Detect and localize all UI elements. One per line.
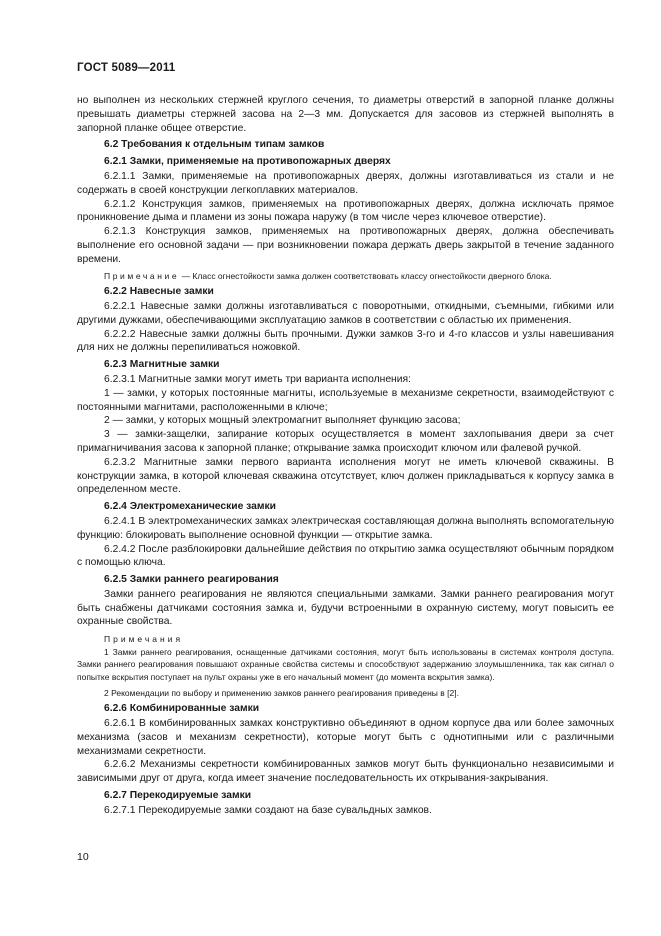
section-heading-6-2-3: 6.2.3 Магнитные замки <box>104 359 220 371</box>
list-item-variant-3: 3 — замки-защелки, запирание которых осуществляется в момент захлопывания двери за счет примагничивания засова к запорной планке; открывание замка происходит ключом или фалевой ручкой. <box>77 429 614 454</box>
paragraph-6-2-7-1: 6.2.7.1 Перекодируемые замки создают на базе сувальдных замков. <box>104 804 432 816</box>
paragraph-6-2-2-1: 6.2.2.1 Навесные замки должны изготавливаться с поворотными, откидными, съемными, гибкими или другими дужками, обеспечивающими эксплуатацию замков в соответствии с областью их применения. <box>77 300 614 326</box>
note-label: Примечание <box>104 270 180 281</box>
paragraph-6-2-1-1: 6.2.1.1 Замки, применяемые на противопожарных дверях, должны изготавливаться из стали и не содержать в своей конструкции легкоплавких материалов. <box>77 170 614 196</box>
document-body <box>77 94 614 818</box>
note-2: 2 Рекомендации по выбору и применению замков раннего реагирования приведены в [2]. <box>104 687 459 698</box>
section-heading-6-2: 6.2 Требования к отдельным типам замков <box>104 139 325 151</box>
note-1: 1 Замки раннего реагирования, оснащенные датчиками состояния, могут быть использованы в системах контроля доступа. Замки раннего реагирования повышают охранные свойства системы и способствуют задержанию злоумышленника, так как сигнал о попытке вскрытия поступает на пульт охраны уже в его начальный момент (до момента вскрытия замка). <box>77 646 614 683</box>
section-heading-6-2-5: 6.2.5 Замки раннего реагирования <box>104 574 279 586</box>
paragraph-6-2-1-2: 6.2.1.2 Конструкция замков, применяемых на противопожарных дверях, должна исключать прямое проникновение дыма и пламени из зоны пожара наружу (в том числе через ключевое отверстие). <box>77 198 614 224</box>
section-heading-6-2-2: 6.2.2 Навесные замки <box>104 286 214 298</box>
section-heading-6-2-7: 6.2.7 Перекодируемые замки <box>104 790 252 802</box>
section-heading-6-2-4: 6.2.4 Электромеханические замки <box>104 501 276 513</box>
paragraph-6-2-2-2: 6.2.2.2 Навесные замки должны быть прочными. Дужки замков 3-го и 4-го классов и узлы навешивания для них не должны перепиливаться ножовкой. <box>77 328 614 354</box>
paragraph-6-2-1-3: 6.2.1.3 Конструкция замков, применяемых на противопожарных дверях, должна обеспечивать выполнение его основной задачи — при возникновении пожара держать дверь закрытой в течение заданного времени. <box>77 226 614 265</box>
section-heading-6-2-1: 6.2.1 Замки, применяемые на противопожарных дверях <box>104 156 391 168</box>
paragraph-6-2-6-1: 6.2.6.1 В комбинированных замках конструктивно объединяют в одном корпусе два или более замочных механизма (засов и механизм секретности), которые могут быть с однотипными или с различными механизмами секретности. <box>77 718 614 757</box>
list-item-variant-1: 1 — замки, у которых постоянные магниты, используемые в механизме секретности, взаимодействуют с постоянными магнитами, расположенными в ключе; <box>77 387 614 413</box>
paragraph-continuation: но выполнен из нескольких стержней круглого сечения, то диаметры отверстий в запорной планке должны превышать диаметры стержней засова на 2—3 мм. Допускается для засовов из стержней выполнять в запорной планке общее отверстие. <box>77 95 614 134</box>
page-number: 10 <box>77 851 89 863</box>
paragraph-6-2-4-1: 6.2.4.1 В электромеханических замках электрическая составляющая должна выполнять вспомогательную функцию: блокировать выполнение основной функции — открытие замка. <box>77 515 614 541</box>
document-header: ГОСТ 5089—2011 <box>77 62 176 74</box>
paragraph-6-2-3-1: 6.2.3.1 Магнитные замки могут иметь три варианта исполнения: <box>104 373 411 385</box>
paragraph-6-2-4-2: 6.2.4.2 После разблокировки дальнейшие действия по открытию замка осуществляют обычным порядком с помощью ключа. <box>77 543 614 569</box>
paragraph-6-2-5: Замки раннего реагирования не являются специальными замками. Замки раннего реагирования могут быть снабжены датчиками состояния замка и, будучи встроенными в охранную систему, могут повысить ее охранные свойства. <box>77 588 614 628</box>
paragraph-6-2-6-2: 6.2.6.2 Механизмы секретности комбинированных замков могут быть функционально независимыми и зависимыми друг от друга, когда имеет значение последовательность их открывания-закрывания. <box>77 759 614 785</box>
paragraph-6-2-3-2: 6.2.3.2 Магнитные замки первого варианта исполнения могут не иметь ключевой скважины. В конструкции замка, в которой ключевая скважина отсутствует, ключ должен прикладываться к корпусу замка в определенном месте. <box>77 456 614 496</box>
note-fire-class <box>77 270 614 283</box>
section-heading-6-2-6: 6.2.6 Комбинированные замки <box>104 703 260 715</box>
list-item-variant-2: 2 — замки, у которых мощный электромагнит выполняет функцию засова; <box>104 415 461 427</box>
note-text: — Класс огнестойкости замка должен соответствовать классу огнестойкости дверного блока. <box>179 270 552 281</box>
notes-label: Примечания <box>104 634 184 645</box>
